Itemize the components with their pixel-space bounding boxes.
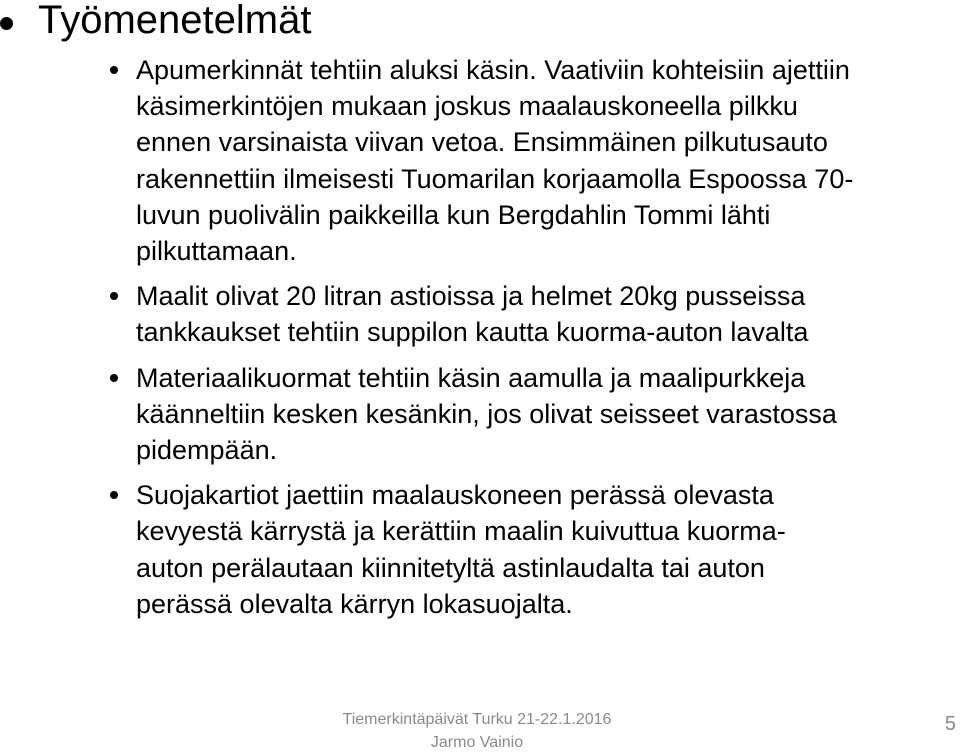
list-item [108,477,958,622]
footer-event: Tiemerkintäpäivät Turku 21-22.1.2016 [342,711,612,728]
page-number: 5 [944,713,956,735]
list-item-text: Materiaalikuormat tehtiin käsin aamulla ja maalipurkkeja käänneltiin kesken kesänkin, jos olivat seisseet varastossa pidempään. [136,362,837,466]
list-item-text: Apumerkinnät tehtiin aluksi käsin. Vaativiin kohteisiin ajettiin käsimerkintöjen mukaan joskus maalauskoneella pilkku ennen varsinaista viivan vetoa. Ensimmäinen pilkutusauto rakennettiin ilmeisesti Tuomarilan korjaamolla Espoossa 70- luvun puolivälin paikkeilla kun Bergdahlin Tommi lähti pilkuttamaan. [136,55,854,267]
bullet-icon [110,66,118,74]
list-item [108,278,958,350]
bullet-list [108,52,958,631]
list-item-text: Maalit olivat 20 litran astioissa ja helmet 20kg pusseissa tankkaukset tehtiin suppilon kautta kuorma-auton lavalta [136,281,809,348]
bullet-icon [110,491,118,499]
list-item-text: Suojakartiot jaettiin maalauskoneen perässä olevasta kevyestä kärrystä ja kerättiin maalin kuivuttua kuorma- auton perälautaan kiinnitetyltä astinlaudalta tai auton perässä olevalta kärryn lokasuojalta. [136,480,786,619]
title-bullet-icon [0,17,13,30]
bullet-icon [110,292,118,300]
list-item [108,360,958,469]
slide-title: Työmenetelmät [38,0,312,42]
footer-author: Jarmo Vainio [430,734,524,751]
list-item [108,52,958,269]
bullet-icon [110,374,118,382]
